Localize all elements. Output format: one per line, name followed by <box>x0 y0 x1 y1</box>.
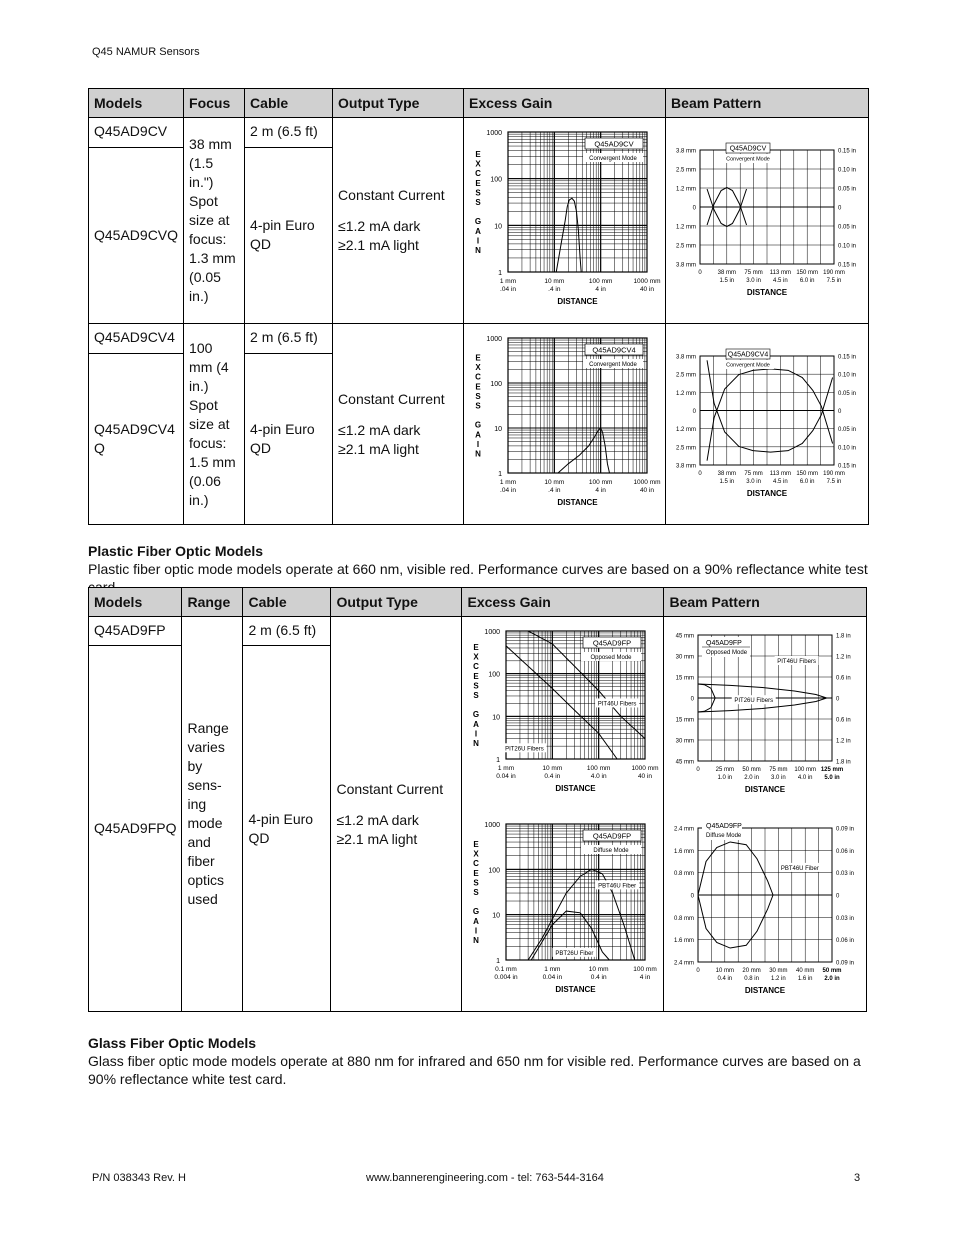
output-light: ≥2.1 mA light <box>338 440 419 457</box>
x-tick-label: 0.004 in <box>494 974 519 981</box>
y-axis-title-letter: G <box>473 710 480 720</box>
col-excess-gain: Excess Gain <box>464 89 666 118</box>
cable-cell: 2 m (6.5 ft) <box>245 118 333 148</box>
y-tick-label: 0.10 in <box>838 445 857 452</box>
col-cable: Cable <box>245 89 333 118</box>
x-tick-label: 3.0 in <box>771 775 787 781</box>
x-tick-label: 4 in <box>640 974 651 981</box>
excess-gain-cell <box>464 324 666 525</box>
x-axis-title: DISTANCE <box>557 297 598 306</box>
beam-pattern-cell <box>666 324 869 525</box>
x-tick-label: 0 <box>698 471 702 477</box>
x-tick-label: 0.4 in <box>717 976 733 982</box>
x-tick-label: 50 mm <box>742 767 762 773</box>
y-tick-label: 0 <box>838 409 842 415</box>
x-tick-label: .4 in <box>548 487 561 494</box>
x-tick-label: 0 <box>698 270 702 276</box>
x-tick-label: 4.0 in <box>591 773 608 780</box>
beam-curve-lower <box>698 698 715 712</box>
y-axis-title-letter: I <box>475 729 478 739</box>
x-tick-label: 4.5 in <box>773 278 788 284</box>
y-axis-title-letter: S <box>473 691 480 700</box>
y-axis-title-letter: G <box>473 907 480 917</box>
output-cell <box>333 324 464 525</box>
x-tick-label: 4 in <box>595 487 606 494</box>
y-axis-title-letter: X <box>475 159 481 169</box>
mode-label: Convergent Mode <box>726 156 770 163</box>
model-cell: Q45AD9CV4 Q <box>89 353 184 524</box>
range-cell: Range varies by sens- ing mode and fiber optics used <box>182 617 243 1012</box>
y-tick-label: 1.2 mm <box>676 186 697 193</box>
x-tick-label: 0.04 in <box>496 773 517 780</box>
y-tick-label: 2.5 mm <box>676 445 697 452</box>
x-tick-label: 150 mm <box>796 270 819 276</box>
curve-label: PIT26U Fibers <box>734 698 774 705</box>
glass-fiber-section <box>88 1034 868 1088</box>
x-tick-label: 100 mm <box>633 966 658 973</box>
x-tick-label: 75 mm <box>769 767 789 773</box>
y-axis-title-letter: N <box>475 449 481 459</box>
y-tick-label: 1.2 mm <box>676 390 697 397</box>
y-tick-label: 100 <box>488 867 501 875</box>
y-tick-label: 0.8 mm <box>674 871 695 878</box>
x-tick-label: 113 mm <box>769 471 792 477</box>
x-axis-title: DISTANCE <box>555 784 597 793</box>
y-axis-title-letter: E <box>475 150 481 159</box>
x-tick-label: 6.0 in <box>799 278 815 284</box>
y-axis-title-letter: E <box>473 671 480 681</box>
y-axis-title-letter: C <box>475 169 481 179</box>
excess-gain-cell <box>464 118 666 324</box>
x-tick-label: 0.8 in <box>744 976 760 982</box>
output-cell <box>333 118 464 324</box>
col-output-type: Output Type <box>333 89 464 118</box>
col-excess-gain: Excess Gain <box>462 588 664 617</box>
y-tick-label: 0.10 in <box>838 243 857 250</box>
y-tick-label: 0.6 in <box>836 675 852 682</box>
col-beam-pattern: Beam Pattern <box>666 89 869 118</box>
y-tick-label: 2.4 mm <box>674 960 695 967</box>
x-tick-label: 4.5 in <box>773 479 788 485</box>
beam-pattern-cell <box>666 118 869 324</box>
x-tick-label: 2.0 in <box>824 976 841 982</box>
document-header: Q45 NAMUR Sensors <box>92 46 200 58</box>
x-tick-label: 10 mm <box>542 765 563 772</box>
x-tick-label: 40 mm <box>796 968 815 974</box>
x-tick-label: 38 mm <box>717 471 737 477</box>
output-cell <box>331 617 462 1012</box>
y-tick-label: 1 <box>498 471 503 478</box>
excess-gain-chart <box>464 324 665 519</box>
x-tick-label: 10 mm <box>589 966 610 973</box>
y-tick-label: 0.06 in <box>836 848 855 855</box>
plot-frame <box>506 631 645 759</box>
x-tick-label: 50 mm <box>822 968 842 974</box>
y-axis-title-letter: S <box>475 401 481 411</box>
beam-pattern-cell <box>664 617 867 1012</box>
y-tick-label: 0 <box>836 696 840 703</box>
y-tick-label: 1.2 in <box>836 738 852 745</box>
output-light: ≥2.1 mA light <box>338 237 419 253</box>
footer-part-number: P/N 038343 Rev. H <box>92 1172 186 1184</box>
y-tick-label: 0.8 mm <box>674 915 695 922</box>
x-tick-label: 0.1 mm <box>495 966 518 973</box>
y-tick-label: 2.5 mm <box>676 167 697 174</box>
x-tick-label: 5.0 in <box>824 775 841 781</box>
x-tick-label: 190 mm <box>823 471 845 477</box>
y-tick-label: 30 mm <box>676 654 695 661</box>
mode-label: Diffuse Mode <box>593 848 630 854</box>
table-row <box>89 617 867 646</box>
x-tick-label: 0 <box>696 968 701 974</box>
x-tick-label: 100 mm <box>588 278 613 285</box>
y-axis-title-letter: C <box>473 859 480 869</box>
model-cell: Q45AD9CVQ <box>89 147 184 323</box>
y-tick-label: 1.6 mm <box>674 848 695 855</box>
x-tick-label: 10 mm <box>716 968 735 974</box>
y-tick-label: 3.8 mm <box>676 354 697 361</box>
x-tick-label: 4.0 in <box>798 775 814 781</box>
x-tick-label: .04 in <box>500 286 516 293</box>
plot-frame <box>508 338 647 473</box>
model-label: Q45AD9CV <box>594 139 634 149</box>
output-dark: ≤1.2 mA dark <box>338 421 421 438</box>
table-row <box>89 324 869 354</box>
y-tick-label: 1000 <box>486 336 503 343</box>
y-tick-label: 1000 <box>484 629 501 636</box>
y-tick-label: 0.05 in <box>838 390 857 397</box>
y-tick-label: 1000 <box>484 822 501 829</box>
col-output-type: Output Type <box>331 588 462 617</box>
footer-page-number: 3 <box>854 1172 861 1184</box>
y-tick-label: 0.05 in <box>838 186 857 193</box>
beam-pattern-chart <box>666 324 868 519</box>
x-tick-label: 3.0 in <box>746 479 761 485</box>
y-axis-title-letter: A <box>473 916 480 926</box>
x-tick-label: 1 mm <box>544 966 561 973</box>
y-tick-label: 0.09 in <box>836 826 855 833</box>
y-tick-label: 0 <box>838 205 842 212</box>
y-tick-label: 100 <box>490 381 503 388</box>
x-tick-label: 1000 mm <box>633 278 661 285</box>
x-axis-title: DISTANCE <box>746 288 788 297</box>
y-tick-label: 1 <box>496 958 501 965</box>
excess-gain-cell <box>462 617 664 1012</box>
focus-cell: 100 mm (4 in.) Spot size at focus: 1.5 mm (0.06 in.) <box>184 324 245 525</box>
col-beam-pattern: Beam Pattern <box>664 588 867 617</box>
x-tick-label: 75 mm <box>744 270 763 276</box>
cable-cell: 2 m (6.5 ft) <box>245 324 333 354</box>
curve-label: PIT46U Fibers <box>777 659 817 665</box>
curve-label: PIT46U Fibers <box>598 701 637 708</box>
x-tick-label: 40 in <box>638 773 653 780</box>
y-axis-title-letter: A <box>475 226 481 236</box>
x-tick-label: 1.0 in <box>717 775 733 781</box>
cable-cell: 4-pin Euro QD <box>243 646 331 1012</box>
output-dark: ≤1.2 mA dark <box>338 218 421 234</box>
y-tick-label: 10 <box>494 223 503 231</box>
model-cell: Q45AD9FPQ <box>89 646 182 1012</box>
beam-curve-upper <box>698 684 715 698</box>
mode-label: Diffuse Mode <box>706 833 742 839</box>
y-tick-label: 100 <box>490 176 503 184</box>
x-tick-label: 1 mm <box>499 479 517 486</box>
y-tick-label: 0.05 in <box>838 224 857 231</box>
y-tick-label: 3.8 mm <box>676 148 697 155</box>
y-axis-title-letter: A <box>475 430 481 440</box>
y-axis-title-letter: N <box>473 936 480 945</box>
table-row <box>89 118 869 148</box>
mode-label: Convergent Mode <box>726 362 770 369</box>
mode-label: Convergent Mode <box>589 362 637 368</box>
y-axis-title-letter: X <box>475 363 481 373</box>
y-tick-label: 0 <box>691 893 695 900</box>
y-axis-title-letter: E <box>473 840 480 849</box>
x-tick-label: 1.6 in <box>798 976 814 982</box>
beam-pattern-chart-opposed <box>664 617 866 805</box>
y-axis-title-letter: N <box>473 739 480 748</box>
y-axis-title-letter: I <box>476 439 480 449</box>
y-tick-label: 15 mm <box>676 717 695 724</box>
y-tick-label: 2.4 mm <box>674 826 695 833</box>
y-axis-title-letter: E <box>473 643 480 652</box>
y-axis-title-letter: E <box>475 382 481 392</box>
x-axis-title: DISTANCE <box>745 785 786 794</box>
y-tick-label: 0.10 in <box>838 372 857 379</box>
y-tick-label: 1.6 mm <box>674 938 695 945</box>
model-cell: Q45AD9CV <box>89 118 184 148</box>
x-tick-label: 25 mm <box>716 767 735 773</box>
y-tick-label: 1.8 in <box>836 633 852 640</box>
y-tick-label: 1.2 in <box>836 654 852 661</box>
y-tick-label: 0.05 in <box>838 427 857 434</box>
x-tick-label: 4 in <box>595 286 606 293</box>
y-tick-label: 1 <box>498 270 503 277</box>
x-axis-title: DISTANCE <box>746 489 788 498</box>
x-tick-label: 2.0 in <box>744 775 760 781</box>
y-tick-label: 0 <box>836 893 840 900</box>
y-axis-title-letter: S <box>475 198 481 207</box>
model-label: Q45AD9CV4 <box>592 345 636 355</box>
y-axis-title-letter: G <box>474 420 482 430</box>
y-tick-label: 0.15 in <box>838 262 857 269</box>
x-tick-label: 1.5 in <box>719 278 735 284</box>
beam-pattern-chart <box>666 118 868 318</box>
y-tick-label: 1 <box>496 757 501 764</box>
x-tick-label: 0.4 in <box>591 974 608 981</box>
model-cell: Q45AD9FP <box>89 617 182 646</box>
table-header-row <box>89 89 869 118</box>
x-tick-label: 40 in <box>639 286 655 293</box>
x-tick-label: 0.04 in <box>543 974 563 981</box>
y-axis-title-letter: A <box>473 719 480 729</box>
table-header-row <box>89 588 867 617</box>
cable-cell: 4-pin Euro QD <box>245 353 333 524</box>
y-tick-label: 3.8 mm <box>676 262 697 269</box>
excess-gain-chart-opposed <box>462 617 663 805</box>
output-light: ≥2.1 mA light <box>336 830 418 847</box>
curve-label: PBT46U Fiber <box>781 865 820 872</box>
y-tick-label: 10 <box>492 912 501 920</box>
y-tick-label: 1000 <box>486 130 503 137</box>
section-text: Plastic fiber optic mode models operate at 660 nm, visible red. Performance curves are based on a 90% reflectance white test <box>88 561 868 577</box>
gain-curve <box>556 198 581 272</box>
y-tick-label: 0.15 in <box>838 463 857 470</box>
curve-label: PBT26U Fiber <box>555 950 594 957</box>
x-tick-label: 100 mm <box>587 765 611 772</box>
y-tick-label: 10 <box>492 714 501 722</box>
model-label: Q45AD9FP <box>593 831 632 841</box>
x-tick-label: 0 <box>696 767 701 773</box>
curve-label: PIT26U Fibers <box>505 746 545 753</box>
col-cable: Cable <box>243 588 331 617</box>
x-tick-label: 1000 mm <box>633 479 661 486</box>
model-label: Q45AD9CV4 <box>727 351 769 359</box>
x-tick-label: 1.5 in <box>719 479 735 485</box>
x-tick-label: 10 mm <box>544 278 565 285</box>
x-tick-label: 7.5 in <box>826 479 842 485</box>
beam-curve-upper <box>698 842 773 895</box>
x-tick-label: 1.2 in <box>771 976 787 982</box>
x-tick-label: .4 in <box>548 286 561 293</box>
y-tick-label: 0.6 in <box>836 717 852 724</box>
y-tick-label: 1.2 mm <box>676 427 697 434</box>
y-tick-label: 15 mm <box>676 675 695 682</box>
y-axis-title-letter: S <box>475 188 481 198</box>
y-axis-title-letter: S <box>473 888 480 897</box>
beam-curve-lower <box>698 895 773 948</box>
x-axis-title: DISTANCE <box>555 985 597 994</box>
y-axis-title-letter: N <box>475 246 481 255</box>
x-tick-label: .04 in <box>500 487 516 494</box>
plastic-fiber-table <box>88 587 867 1012</box>
curve-label: PBT46U Fiber <box>598 883 637 890</box>
model-label: Q45AD9FP <box>706 640 743 647</box>
y-axis-title-letter: S <box>475 391 481 401</box>
y-tick-label: 45 mm <box>676 759 695 766</box>
model-label: Q45AD9FP <box>706 823 743 830</box>
y-tick-label: 0.09 in <box>836 960 855 967</box>
y-tick-label: 0 <box>691 696 695 703</box>
y-tick-label: 1.8 in <box>836 759 852 766</box>
x-tick-label: 0.4 in <box>544 773 561 780</box>
output-type: Constant Current <box>338 187 445 203</box>
y-axis-title-letter: X <box>473 652 480 662</box>
y-tick-label: 3.8 mm <box>676 463 697 470</box>
output-type: Constant Current <box>336 780 444 797</box>
excess-gain-chart <box>464 118 665 318</box>
x-tick-label: 1 mm <box>498 765 515 772</box>
x-axis-title: DISTANCE <box>745 986 786 995</box>
model-label: Q45AD9FP <box>593 638 632 648</box>
x-axis-title: DISTANCE <box>557 498 598 507</box>
x-tick-label: 10 mm <box>544 479 565 486</box>
section-title: Glass Fiber Optic Models <box>88 1035 257 1051</box>
mode-label: Convergent Mode <box>589 156 637 162</box>
output-type: Constant Current <box>338 390 445 407</box>
excess-gain-chart-diffuse <box>462 810 663 1006</box>
y-axis-title-letter: E <box>475 353 481 363</box>
x-tick-label: 1000 mm <box>631 765 660 772</box>
x-tick-label: 30 mm <box>769 968 789 974</box>
plot-frame <box>506 824 645 960</box>
x-tick-label: 7.5 in <box>826 278 842 284</box>
x-tick-label: 100 mm <box>794 767 817 773</box>
y-tick-label: 0.03 in <box>836 915 855 922</box>
y-tick-label: 0 <box>692 409 697 415</box>
cable-cell: 2 m (6.5 ft) <box>243 617 331 646</box>
y-tick-label: 2.5 mm <box>676 372 697 379</box>
x-tick-label: 6.0 in <box>799 479 815 485</box>
col-focus: Focus <box>184 89 245 118</box>
y-axis-title-letter: I <box>475 926 478 936</box>
x-tick-label: 125 mm <box>821 767 844 773</box>
cable-cell: 4-pin Euro QD <box>245 147 333 323</box>
y-tick-label: 1.2 mm <box>676 224 697 231</box>
y-tick-label: 10 <box>494 426 503 433</box>
footer-website: www.bannerengineering.com - tel: 763-544-3164 <box>366 1172 604 1184</box>
y-tick-label: 45 mm <box>676 633 695 640</box>
x-tick-label: 100 mm <box>588 479 613 486</box>
y-tick-label: 0 <box>692 205 697 212</box>
y-tick-label: 100 <box>488 671 501 679</box>
y-axis-title-letter: S <box>473 681 480 691</box>
mode-label: Opposed Mode <box>706 650 748 656</box>
y-axis-title-letter: E <box>475 178 481 188</box>
x-tick-label: 20 mm <box>742 968 762 974</box>
section-text: Glass fiber optic mode models operate at 880 nm for infrared and 650 nm for visible red. Performance curves are based on a 90% reflectance white test card. <box>88 1053 861 1087</box>
y-axis-title-letter: G <box>474 217 482 227</box>
y-tick-label: 0.15 in <box>838 148 857 155</box>
section-title: Plastic Fiber Optic Models <box>88 543 264 559</box>
col-models: Models <box>89 89 184 118</box>
y-axis-title-letter: S <box>473 878 480 888</box>
y-axis-title-letter: E <box>473 868 480 878</box>
convergent-models-table <box>88 88 869 525</box>
y-tick-label: 0.03 in <box>836 871 855 878</box>
model-label: Q45AD9CV <box>729 145 767 153</box>
x-tick-label: 150 mm <box>796 471 819 477</box>
x-tick-label: 40 in <box>639 487 655 494</box>
beam-pattern-chart-diffuse <box>664 810 866 1006</box>
x-tick-label: 38 mm <box>717 270 737 276</box>
model-cell: Q45AD9CV4 <box>89 324 184 354</box>
col-range: Range <box>182 588 243 617</box>
y-tick-label: 0.15 in <box>838 354 857 361</box>
col-models: Models <box>89 588 182 617</box>
y-tick-label: 30 mm <box>676 738 695 745</box>
y-axis-title-letter: C <box>473 662 480 672</box>
y-axis-title-letter: C <box>475 372 481 382</box>
y-axis-title-letter: I <box>476 236 480 246</box>
y-axis-title-letter: X <box>473 849 480 859</box>
output-dark: ≤1.2 mA dark <box>336 811 419 828</box>
y-tick-label: 0.06 in <box>836 938 855 945</box>
mode-label: Opposed Mode <box>590 655 632 661</box>
x-tick-label: 3.0 in <box>746 278 761 284</box>
x-tick-label: 75 mm <box>744 471 763 477</box>
x-tick-label: 190 mm <box>823 270 845 276</box>
x-tick-label: 113 mm <box>769 270 792 276</box>
x-tick-label: 1 mm <box>499 278 517 285</box>
y-tick-label: 0.10 in <box>838 167 857 174</box>
focus-cell: 38 mm (1.5 in.") Spot size at focus: 1.3 mm (0.05 in.) <box>184 118 245 324</box>
y-tick-label: 2.5 mm <box>676 243 697 250</box>
